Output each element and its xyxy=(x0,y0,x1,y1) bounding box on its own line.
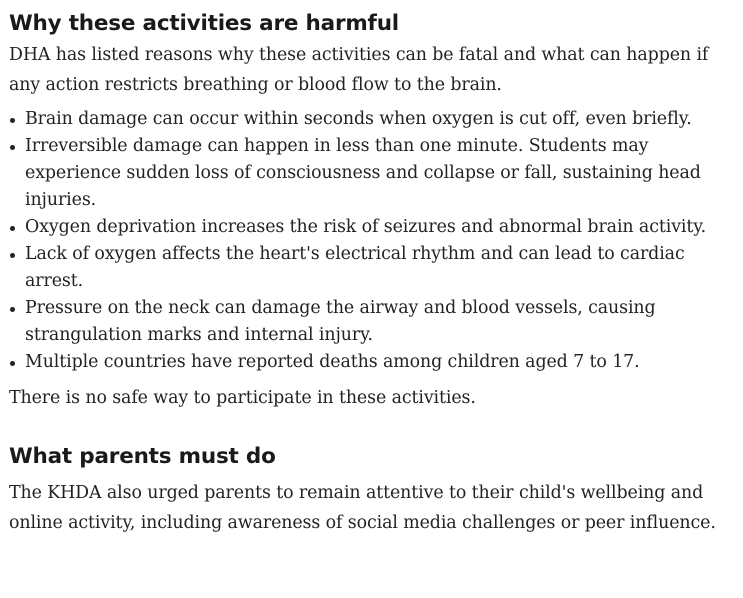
bullet-icon xyxy=(10,226,15,231)
list-item xyxy=(9,133,737,214)
harm-reasons-list xyxy=(9,106,737,376)
list-item-text: Irreversible damage can happen in less than one minute. Students may experience sudden loss of consciousness and collapse or fall, sustaining head injuries. xyxy=(25,136,701,210)
section-heading-parents: What parents must do xyxy=(9,444,276,469)
bullet-icon xyxy=(10,145,15,150)
list-item xyxy=(9,214,737,241)
list-item xyxy=(9,106,737,133)
bullet-icon xyxy=(10,307,15,312)
bullet-icon xyxy=(10,361,15,366)
list-item-text: Oxygen deprivation increases the risk of seizures and abnormal brain activity. xyxy=(25,217,707,237)
list-item xyxy=(9,295,737,349)
section-heading-harmful: Why these activities are harmful xyxy=(9,11,399,36)
bullet-icon xyxy=(10,253,15,258)
closing-paragraph: There is no safe way to participate in these activities. xyxy=(9,388,476,408)
list-item-text: Multiple countries have reported deaths among children aged 7 to 17. xyxy=(25,352,640,372)
list-item-text: Pressure on the neck can damage the airway and blood vessels, causing strangulation marks and internal injury. xyxy=(25,298,656,345)
list-item xyxy=(9,349,737,376)
bullet-icon xyxy=(10,118,15,123)
intro-paragraph: DHA has listed reasons why these activities can be fatal and what can happen if any action restricts breathing or blood flow to the brain. xyxy=(9,45,709,95)
list-item-text: Brain damage can occur within seconds when oxygen is cut off, even briefly. xyxy=(25,109,692,129)
list-item xyxy=(9,241,737,295)
list-item-text: Lack of oxygen affects the heart's electrical rhythm and can lead to cardiac arrest. xyxy=(25,244,685,291)
parents-paragraph: The KHDA also urged parents to remain attentive to their child's wellbeing and online activity, including awareness of social media challenges or peer influence. xyxy=(9,483,716,533)
